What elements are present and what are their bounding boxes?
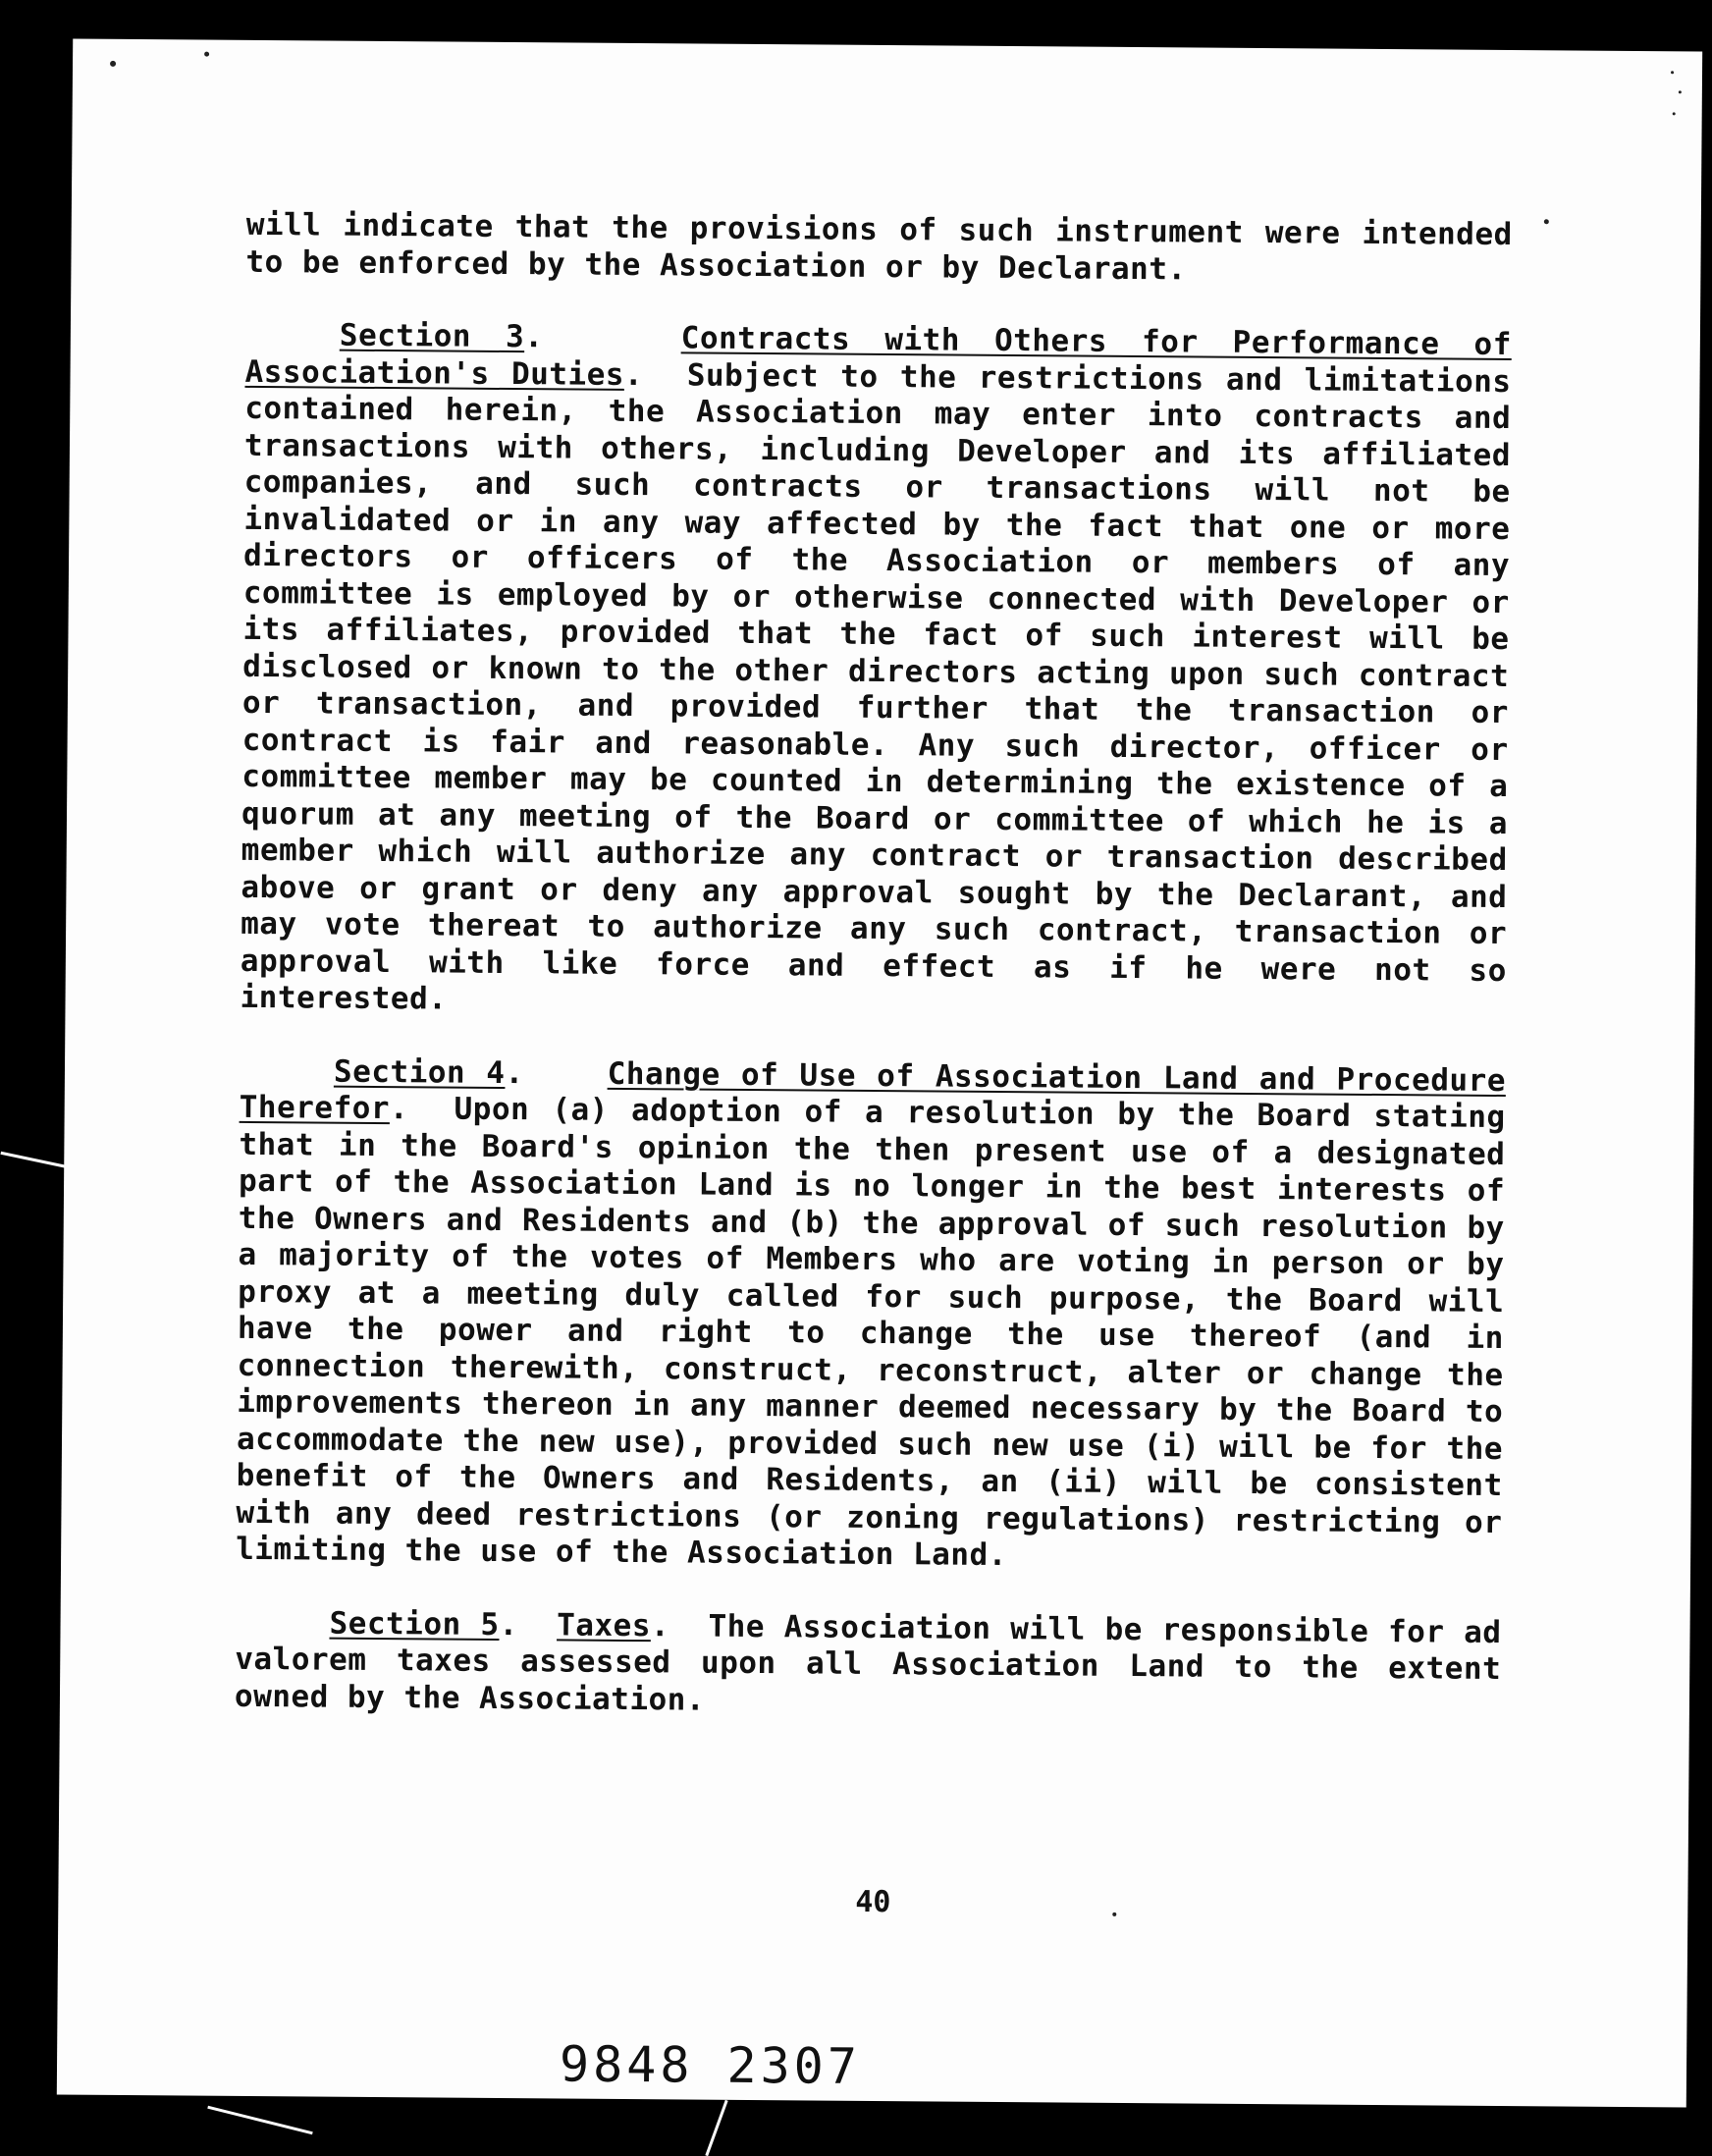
- scan-edge-mark: [1649, 1088, 1688, 1109]
- scanned-page: [57, 39, 1702, 2108]
- section-4-label: Section 4: [333, 1053, 506, 1091]
- opening-paragraph: will indicate that the provisions of such instrument were intended to be enforced by the Association or by Declarant.: [245, 206, 1513, 287]
- scan-speck: [1671, 71, 1674, 74]
- scan-speck: [1544, 219, 1549, 224]
- scan-speck: [1679, 90, 1682, 93]
- section-4-paragraph: Section 4. Change of Use of Association Land and Procedure Therefor. Upon (a) adoption of a resolution by the Board stating that in the Board's opinion the then present use of a designated part of the Association Land is no longer in the best interests of the Owners and Residents and (b) the approval of such resolution by a majority of the votes of Members who are voting in person or by proxy at a meeting duly called for such purpose, the Board will have the power and right to change the use thereof (and in connection therewith, construct, reconstruct, alter or change the improvements thereon in any manner deemed necessary by the Board to accommodate the new use), provided such new use (i) will be for the benefit of the Owners and Residents, an (ii) will be consistent with any deed restrictions (or zoning regulations) restricting or limiting the use of the Association Land.: [236, 1053, 1507, 1574]
- scan-edge-mark: [705, 2100, 727, 2156]
- section-5-body: The Association will be responsible for ad valorem taxes assessed upon all Association Land to the extent owned by the Association.: [234, 1608, 1502, 1718]
- document-code: [560, 2035, 894, 2095]
- section-5-heading: Taxes: [557, 1606, 652, 1644]
- document-code-part-2: 2307: [726, 2036, 862, 2095]
- section-3-body: Subject to the restrictions and limitations contained herein, the Association may enter into contracts and transactions with others, including Developer and its affiliated companies, and such contracts or transactions will not be invalidated or in any way affected by the fact that one or more directors or officers of the Association or members of any committee is employed by or otherwise connected with Developer or its affiliates, provided that the fact of such interest will be disclosed or known to the other directors acting upon such contract or transaction, and provided further that the transaction or contract is fair and reasonable. Any such director, officer or committee member may be counted in determining the existence of a quorum at any meeting of the Board or committee of which he is a member which will authorize any contract or transaction described above or grant or deny any approval sought by the Declarant, and may vote thereat to authorize any such contract, transaction or approval with like force and effect as if he were not so interested.: [240, 356, 1512, 1017]
- scan-speck: [110, 61, 116, 67]
- scan-speck: [1112, 1913, 1116, 1916]
- scan-edge-mark: [0, 1152, 68, 1168]
- section-5-label: Section 5: [329, 1605, 500, 1643]
- scan-speck: [1673, 112, 1676, 115]
- section-3-label: Section 3: [339, 317, 525, 355]
- scan-speck: [204, 52, 209, 57]
- document-body: [235, 207, 1513, 1761]
- scan-edge-mark: [207, 2106, 312, 2135]
- section-3-heading: Contracts with Others for Performance of Association's Duties: [244, 320, 1512, 393]
- document-code-part-1: 9848: [559, 2035, 694, 2094]
- section-4-body: Upon (a) adoption of a resolution by the Board stating that in the Board's opinion the then present use of a designated part of the Association Land is no longer in the best interests of the Owners and Residents and (b) the approval of such resolution by a majority of the votes of Members who are voting in person or by proxy at a meeting duly called for such purpose, the Board will have the power and right to change the use thereof (and in connection therewith, construct, reconstruct, alter or change the improvements thereon in any manner deemed necessary by the Board to accommodate the new use), provided such new use (i) will be for the benefit of the Owners and Residents, an (ii) will be consistent with any deed restrictions (or zoning regulations) restricting or limiting the use of the Association Land.: [236, 1091, 1506, 1574]
- section-4-heading: Change of Use of Association Land and Procedure Therefor: [239, 1055, 1507, 1127]
- section-3-paragraph: Section 3. Contracts with Others for Performance of Association's Duties. Subject to the restrictions and limitations contained herein, the Association may enter into contracts and transactions with others, including Developer and its affiliated companies, and such contracts or transactions will not be invalidated or in any way affected by the fact that one or more directors or officers of the Association or members of any committee is employed by or otherwise connected with Developer or its affiliates, provided that the fact of such interest will be disclosed or known to the other directors acting upon such contract or transaction, and provided further that the transaction or contract is fair and reasonable. Any such director, officer or committee member may be counted in determining the existence of a quorum at any meeting of the Board or committee of which he is a member which will authorize any contract or transaction described above or grant or deny any approval sought by the Declarant, and may vote thereat to authorize any such contract, transaction or approval with like force and effect as if he were not so interested.: [240, 317, 1512, 1017]
- page-number: 40: [855, 1884, 891, 1920]
- section-5-paragraph: Section 5. Taxes. The Association will be responsible for ad valorem taxes assessed upon all Association Land to the extent owned by the Association.: [234, 1605, 1502, 1718]
